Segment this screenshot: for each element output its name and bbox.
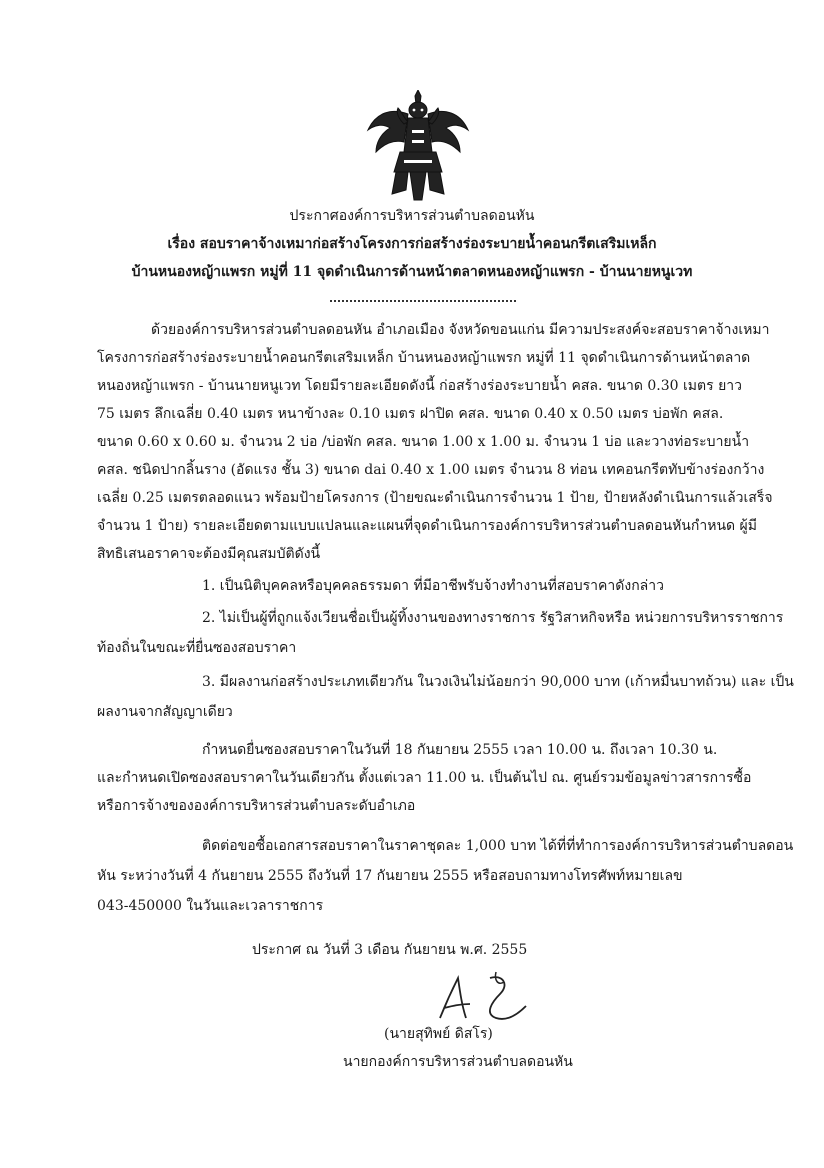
p1-line: หนองหญ้าแพรก - บ้านนายหนูเวท โดยมีรายละเอียดดังนี้ ก่อสร้างร่องระบายน้ำ คสล. ขนาด 0.30 เมตร ยาว [97,378,743,394]
p1-line: 75 เมตร ลึกเฉลี่ย 0.40 เมตร หนาข้างละ 0.10 เมตร ฝาปิด คสล. ขนาด 0.40 x 0.50 เมตร บ่อพัก คสล. [97,406,724,422]
p2-line: กำหนดยื่นซองสอบราคาในวันที่ 18 กันยายน 2555 เวลา 10.00 น. ถึงเวลา 10.30 น. [202,742,718,758]
garuda-emblem-icon [362,90,474,202]
p1-line: สิทธิเสนอราคาจะต้องมีคุณสมบัติดังนี้ [97,546,321,562]
signer-position: นายกองค์การบริหารส่วนตำบลดอนหัน [343,1054,573,1070]
p3-line: 043-450000 ในวันและเวลาราชการ [97,898,324,914]
subject-line: เรื่อง สอบราคาจ้างเหมาก่อสร้างโครงการก่อสร้างร่องระบายน้ำคอนกรีตเสริมเหล็ก [167,236,657,252]
p3-line: ติดต่อขอซื้อเอกสารสอบราคาในราคาชุดละ 1,000 บาท ได้ที่ที่ทำการองค์การบริหารส่วนตำบลดอน [202,838,794,854]
p1-line: โครงการก่อสร้างร่องระบายน้ำคอนกรีตเสริมเหล็ก บ้านหนองหญ้าแพรก หมู่ที่ 11 จุดดำเนินการด้านหน้าตลาด [97,350,751,366]
qualification-3: 3. มีผลงานก่อสร้างประเภทเดียวกัน ในวงเงินไม่น้อยกว่า 90,000 บาท (เก้าหมื่นบาทถ้วน) และ เป็น [202,674,794,690]
p1-line: ด้วยองค์การบริหารส่วนตำบลดอนหัน อำเภอเมือง จังหวัดขอนแก่น มีความประสงค์จะสอบราคาจ้างเหมา [151,322,770,338]
p3-line: หัน ระหว่างวันที่ 4 กันยายน 2555 ถึงวันที่ 17 กันยายน 2555 หรือสอบถามทางโทรศัพท์หมายเลข [97,868,683,884]
p2-line: และกำหนดเปิดซองสอบราคาในวันเดียวกัน ตั้งแต่เวลา 11.00 น. เป็นต้นไป ณ. ศูนย์รวมข้อมูลข่าวสารการซื้อ [97,770,752,786]
p1-line: ขนาด 0.60 x 0.60 ม. จำนวน 2 บ่อ /บ่อพัก คสล. ขนาด 1.00 x 1.00 ม. จำนวน 1 บ่อ และวางท่อระบายน้ำ [97,434,750,450]
p1-line: เฉลี่ย 0.25 เมตรตลอดแนว พร้อมป้ายโครงการ (ป้ายขณะดำเนินการจำนวน 1 ป้าย, ป้ายหลังดำเนินการแล้วเสร็จ [97,490,773,506]
announce-date: ประกาศ ณ วันที่ 3 เดือน กันยายน พ.ศ. 2555 [252,942,528,958]
p1-line: คสล. ชนิดปากลิ้นราง (อัดแรง ชั้น 3) ขนาด dai 0.40 x 1.00 เมตร จำนวน 8 ท่อน เทคอนกรีตทับข้างร่องกว้าง [97,462,765,478]
org-title: ประกาศองค์การบริหารส่วนตำบลดอนหัน [289,208,535,224]
location-line: บ้านหนองหญ้าแพรก หมู่ที่ 11 จุดดำเนินการด้านหน้าตลาดหนองหญ้าแพรก - บ้านนายหนูเวท [131,264,693,280]
qualification-2-cont: ท้องถิ่นในขณะที่ยื่นซองสอบราคา [97,640,297,656]
p1-line: จำนวน 1 ป้าย) รายละเอียดตามแบบแปลนและแผนที่จุดดำเนินการองค์การบริหารส่วนตำบลดอนหันกำหนด ผู้มี [97,518,757,534]
qualification-3-cont: ผลงานจากสัญญาเดียว [97,704,233,720]
signer-name: (นายสุทิพย์ ดิสโร) [384,1026,493,1042]
divider-dots [330,300,516,302]
signature-image [430,968,550,1028]
p2-line: หรือการจ้างขององค์การบริหารส่วนตำบลระดับอำเภอ [97,798,416,814]
qualification-1: 1. เป็นนิติบุคคลหรือบุคคลธรรมดา ที่มีอาชีพรับจ้างทำงานที่สอบราคาดังกล่าว [202,578,664,594]
qualification-2: 2. ไม่เป็นผู้ที่ถูกแจ้งเวียนชื่อเป็นผู้ทิ้งงานของทางราชการ รัฐวิสาหกิจหรือ หน่วยการบริหารราชการ [202,610,784,626]
